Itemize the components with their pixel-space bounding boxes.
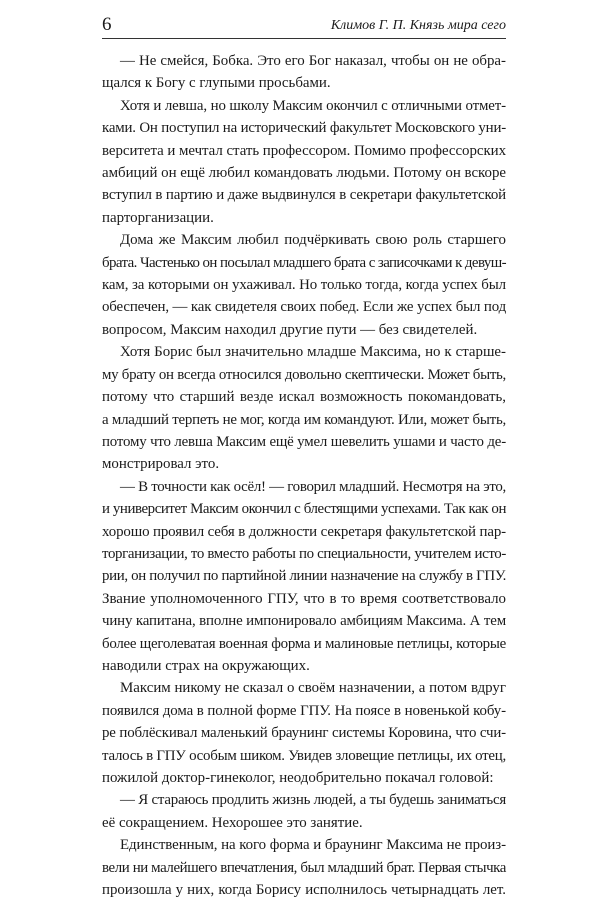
text-line: Максим никому не сказал о своём назначении, а потом вдруг <box>120 680 506 697</box>
text-line: кам, за которыми он ухаживал. Но только тогда, когда успех был <box>102 277 506 294</box>
text-line: щался к Богу с глупыми просьбами. <box>102 75 331 92</box>
paragraph <box>102 834 506 901</box>
text-line: рии, он получил по партийной линии назначение на службу в ГПУ. <box>102 568 506 585</box>
text-line: а младший терпеть не мог, когда им командуют. Или, может быть, <box>102 411 506 428</box>
text-line: Дома же Максим любил подчёркивать свою роль старшего <box>120 232 506 249</box>
paragraph <box>102 229 506 341</box>
text-line: Звание уполномоченного ГПУ, что в то время соответствовало <box>102 590 506 607</box>
text-line: верситета и мечтал стать профессором. Помимо профессорских <box>102 142 506 159</box>
text-line: чину капитана, вполне импонировало амбициям Максима. А тем <box>102 613 506 630</box>
text-line: Хотя и левша, но школу Максим окончил с отличными отмет- <box>120 97 506 114</box>
text-line: ками. Он поступил на исторический факультет Московского уни- <box>102 120 506 137</box>
text-line: и университет Максим окончил с блестящими успехами. Так как он <box>102 501 506 518</box>
paragraph <box>102 341 506 475</box>
text-line: монстрировал это. <box>102 456 220 473</box>
paragraph <box>102 677 506 789</box>
paragraph <box>102 50 506 95</box>
text-line: пожилой доктор-гинеколог, неодобрительно покачал головой: <box>102 770 494 786</box>
text-line: — Не смейся, Бобка. Это его Бог наказал, чтобы он не обра- <box>120 53 506 69</box>
page-number: 6 <box>102 14 112 35</box>
text-line: вступил в партию и даже выдвинулся в секретари факультетской <box>102 187 506 204</box>
text-line: вопросом, Максим находил другие пути — без свидетелей. <box>102 321 478 338</box>
text-line: её сокращением. Нехорошее это занятие. <box>102 814 363 831</box>
text-line: потому что старший везде искал возможность покомандовать, <box>102 389 506 406</box>
page-header <box>102 14 506 39</box>
text-line: потому что левша Максим ещё умел шевелить ушами и часто де- <box>102 433 506 450</box>
text-line: амбиций он ещё любил командовать людьми. Потому он вскоре <box>102 165 506 182</box>
text-line: более щеголеватая военная форма и малиновые петлицы, которые <box>102 635 506 652</box>
paragraph <box>102 476 506 678</box>
text-line: появился дома в полной форме ГПУ. На поясе в новенькой кобу- <box>102 702 506 719</box>
text-line: произошла у них, когда Борису исполнилось четырнадцать лет. <box>102 882 506 899</box>
paragraph <box>102 95 506 229</box>
text-line: торганизации, то вместо работы по специальности, учителем исто- <box>102 545 506 562</box>
text-line: парторганизации. <box>102 209 214 226</box>
paragraph <box>102 789 506 834</box>
text-line: наводили страх на окружающих. <box>102 657 310 674</box>
text-line: Единственным, на кого форма и браунинг Максима не произ- <box>120 837 506 854</box>
text-line: ре поблёскивал маленький браунинг системы Коровина, что счи- <box>102 725 506 742</box>
text-line: талось в ГПУ особым шиком. Увидев зловещие петлицы, их отец, <box>102 747 506 764</box>
text-line: хорошо проявил себя в должности секретаря факультетской пар- <box>102 523 506 540</box>
running-title: Климов Г. П. Князь мира сего <box>330 18 506 33</box>
text-line: — В точности как осёл! — говорил младший. Несмотря на это, <box>120 478 506 495</box>
text-line: обеспечен, — как свидетеля своих побед. Если же успех был под <box>102 299 506 316</box>
text-line: Хотя Борис был значительно младше Максима, но к старше- <box>120 344 506 361</box>
text-line: вели ни малейшего впечатления, был младший брат. Первая стычка <box>102 859 506 876</box>
text-line: — Я стараюсь продлить жизнь людей, а ты будешь заниматься <box>120 792 506 809</box>
body-text <box>102 50 506 901</box>
text-line: брата. Частенько он посылал младшего брата с записочками к девуш- <box>102 254 506 271</box>
text-line: му брату он всегда относился довольно скептически. Может быть, <box>102 366 506 383</box>
